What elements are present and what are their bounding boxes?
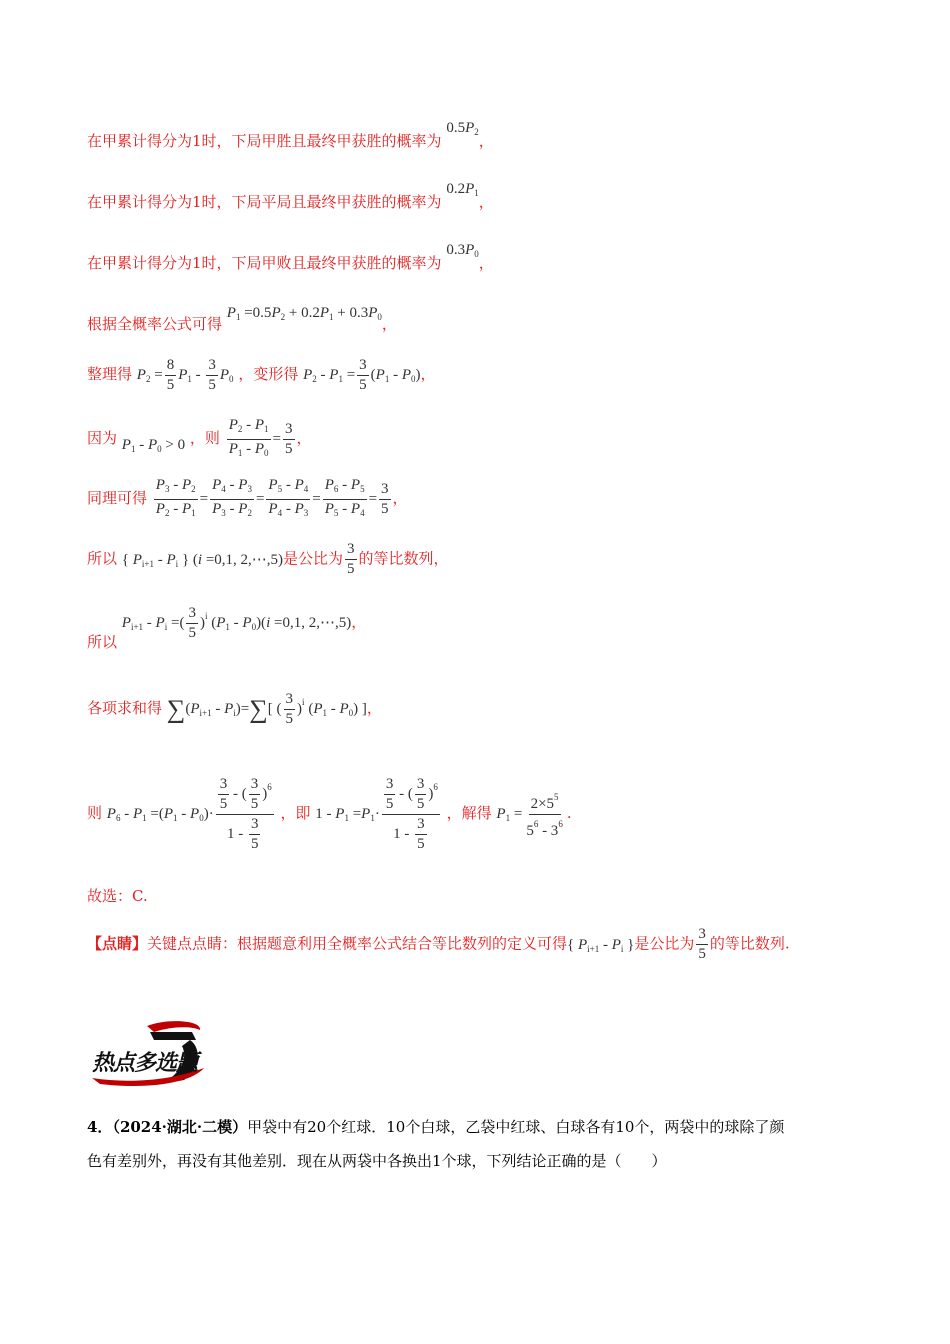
text: 在甲累计得分为1时，下局平局且最终甲获胜的概率为 — [87, 193, 442, 211]
formula: $P_1 =0.5P_2 + 0.2P_1 + 0.3P_0$ — [226, 305, 382, 322]
question-number: 4． — [87, 1118, 113, 1136]
text: 的等比数列. — [709, 934, 790, 953]
formula: $0.5P_2$ — [446, 120, 479, 137]
text: 根据全概率公式可得 — [87, 315, 223, 333]
solution-line-10: 各项求和得 $\sum(P_{i+1} - P_i)=\sum$[ ( $\frac{3}{5}$ )$^i$ $(P_1 - P_0)$ ]， — [87, 691, 382, 727]
formula: $\sum(P_{i+1} - P_i)=\sum$[ ( $\frac{3}{5}$ )$^i$ $(P_1 - P_0)$ ] — [166, 691, 367, 727]
question-text-1: 甲袋中有20个红球．10个白球，乙袋中红球、白球各有10个，两袋中的球除了颜 — [247, 1118, 785, 1136]
text: 所以 — [87, 632, 118, 651]
formula: $\frac{P_3 - P_2}{P_2 - P_1}$ = $\frac{P_4 - P_3}{P_3 - P_2}$ = $\frac{P_5 - P_4}{P_4 - P_3}$ = $\frac{P_6 - P_5}{P_5 - P_4}$ = $\frac{3}{5}$ — [155, 477, 389, 518]
formula: $\frac{P_2 - P_1}{P_1 - P_0}$ = $\frac{3}{5}$ — [228, 417, 293, 458]
solution-line-9: 所以 $P_{i+1} - P_i$ =( $\frac{3}{5}$ )$^i$ $(P_1 - P_0)(i =0,1$, 2,⋯,5)， — [87, 605, 367, 651]
text: 是公比为 — [283, 549, 344, 568]
text: 是公比为 — [634, 934, 695, 953]
text: 同理可得 — [87, 488, 148, 507]
solution-line-7: 同理可得 $\frac{P_3 - P_2}{P_2 - P_1}$ = $\frac{P_4 - P_3}{P_3 - P_2}$ = $\frac{P_5 - P_4}{P_4 - P_3}$ = $\frac{P_6 - P_5}{P_5 - P_4}$ = $\frac{3}{5}$ ， — [87, 477, 408, 518]
text: ，变形得 — [238, 364, 299, 383]
question-4 — [87, 1110, 867, 1178]
text: 整理得 — [87, 364, 133, 383]
key-point-tag: 【点睛】 — [87, 934, 148, 953]
solution-line-1: 在甲累计得分为1时，下局甲胜且最终甲获胜的概率为 $0.5P_2$， — [87, 120, 494, 150]
solution-line-3: 在甲累计得分为1时，下局甲败且最终甲获胜的概率为 $0.3P_0$， — [87, 242, 494, 272]
question-source: （2024·湖北·二模） — [112, 1118, 248, 1136]
text: 则 — [87, 803, 103, 822]
key-point-line: 【点睛】关键点点睛：根据题意利用全概率公式结合等比数列的定义可得{ $P_{i+1} - P_i$ }是公比为 $\frac{3}{5}$ 的等比数列. — [87, 926, 790, 962]
solution-line-12: 故选：C. — [87, 887, 148, 905]
solution-line-5: 整理得 $P_2$ = $\frac{8}{5}$ $P_1$ - $\frac{3}{5}$ $P_0$ ，变形得 $P_2 - P_1$ = $\frac{3}{5}$ $(P_1 - P_0)$， — [87, 357, 436, 393]
logo-text: 热点多选题 — [92, 1051, 198, 1076]
hot-multiple-choice-logo — [92, 1018, 232, 1088]
formula: { $P_{i+1} - P_i$ } (i =0,1, 2,⋯,5) — [121, 551, 284, 569]
text: 在甲累计得分为1时，下局甲败且最终甲获胜的概率为 — [87, 254, 442, 272]
formula: $P_{i+1} - P_i$ =( $\frac{3}{5}$ )$^i$ $(P_1 - P_0)(i =0,1$, 2,⋯,5) — [121, 605, 352, 641]
solution-line-11: 则 $P_6 - P_1 =(P_1 - P_0)\cdot$ $\frac{3}{5}$ - ( $\frac{3}{5}$ )$^6$ 1 - $\frac{3}{5}$ ，即 $1 - P_1 =P_1\cdot$ $\frac{3}{5}$ - ( $\frac{3}{5}$ )$^6$ 1 - $\frac{3}{5}$ ，解得 $P_1$ = $\frac{2\times 5^5}{5^6 - 3^6}$ . — [87, 776, 572, 852]
text: ，则 — [189, 428, 220, 447]
text: 关键点点睛：根据题意利用全概率公式结合等比数列的定义可得 — [147, 934, 568, 953]
text: 的等比数列， — [358, 549, 449, 568]
formula: $0.2P_1$ — [446, 181, 479, 198]
solution-line-6: 因为 $P_1 - P_0 > 0$ ，则 $\frac{P_2 - P_1}{P_1 - P_0}$ = $\frac{3}{5}$ ， — [87, 417, 312, 458]
solution-line-4: 根据全概率公式可得 $P_1 =0.5P_2 + 0.2P_1 + 0.3P_0$， — [87, 305, 397, 333]
formula: $P_1$ = $\frac{2\times 5^5}{5^6 - 3^6}$ — [496, 806, 566, 822]
formula: { $P_{i+1} - P_i$ } — [567, 936, 635, 954]
formula: $0.3P_0$ — [446, 242, 479, 259]
formula: $P_6 - P_1 =(P_1 - P_0)\cdot$ $\frac{3}{5}$ - ( $\frac{3}{5}$ )$^6$ 1 - $\frac{3}{5}$ — [106, 776, 272, 852]
text: 在甲累计得分为1时，下局甲胜且最终甲获胜的概率为 — [87, 132, 442, 150]
text: ，解得 — [446, 803, 492, 822]
text: 所以 — [87, 549, 118, 568]
text: 各项求和得 — [87, 698, 163, 717]
formula: $P_2 - P_1$ = $\frac{3}{5}$ $(P_1 - P_0)$ — [303, 357, 421, 393]
formula: $P_2$ = $\frac{8}{5}$ $P_1$ - $\frac{3}{5}$ $P_0$ — [136, 357, 234, 393]
formula: $P_1 - P_0 > 0$ — [121, 436, 186, 454]
question-text-2: 色有差别外，再没有其他差别．现在从两袋中各换出1个球，下列结论正确的是（ ） — [87, 1152, 667, 1170]
text: 因为 — [87, 428, 118, 447]
text: ，即 — [280, 803, 311, 822]
solution-line-8: 所以 { $P_{i+1} - P_i$ } (i =0,1, 2,⋯,5)是公比为 $\frac{3}{5}$ 的等比数列， — [87, 541, 449, 577]
formula: $1 - P_1 =P_1\cdot$ $\frac{3}{5}$ - ( $\frac{3}{5}$ )$^6$ 1 - $\frac{3}{5}$ — [315, 776, 438, 852]
solution-line-2: 在甲累计得分为1时，下局平局且最终甲获胜的概率为 $0.2P_1$， — [87, 181, 494, 211]
